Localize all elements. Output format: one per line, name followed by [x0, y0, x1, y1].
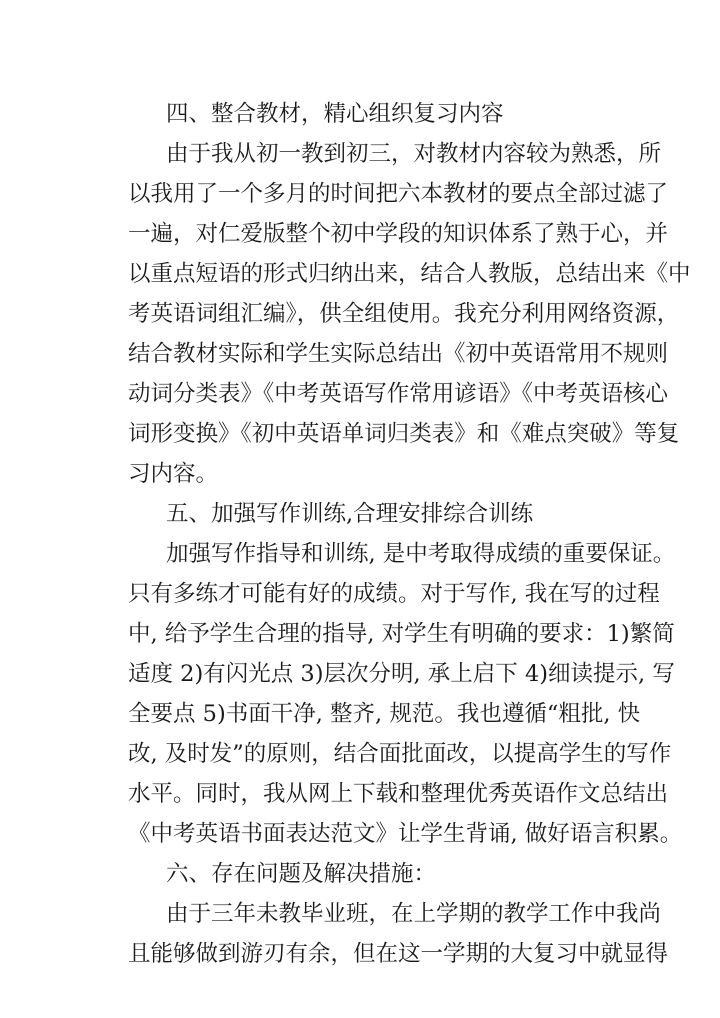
- paragraph-line: 动词分类表》《中考英语写作常用谚语》《中考英语核心: [128, 381, 669, 407]
- paragraph-line: 词形变换》《初中英语单词归类表》和《难点突破》等复: [128, 421, 680, 447]
- section-heading: 五、加强写作训练,合理安排综合训练: [166, 501, 534, 527]
- paragraph-line: 考英语词组汇编》，供全组使用。我充分利用网络资源，: [128, 301, 680, 327]
- paragraph-line: 只有多练才可能有好的成绩。对于写作, 我在写的过程: [128, 581, 660, 607]
- paragraph-line: 水平。同时，我从网上下载和整理优秀英语作文总结出: [128, 781, 669, 807]
- paragraph-line: 习内容。: [128, 461, 219, 487]
- paragraph-line: 一遍，对仁爱版整个初中学段的知识体系了熟于心，并: [128, 221, 669, 247]
- paragraph-line: 结合教材实际和学生实际总结出《初中英语常用不规则: [128, 341, 669, 367]
- paragraph-line: 且能够做到游刃有余，但在这一学期的大复习中就显得: [128, 941, 669, 967]
- paragraph-line: 适度 2)有闪光点 3)层次分明, 承上启下 4)细读提示, 写: [128, 661, 675, 687]
- paragraph-line: 以我用了一个多月的时间把六本教材的要点全部过滤了: [128, 181, 669, 207]
- paragraph-line: 《中考英语书面表达范文》让学生背诵, 做好语言积累。: [128, 821, 683, 847]
- paragraph-line: 全要点 5)书面干净, 整齐, 规范。我也遵循“粗批, 快: [128, 701, 641, 727]
- paragraph-line: 以重点短语的形式归纳出来，结合人教版，总结出来《中: [128, 261, 691, 287]
- paragraph-line: 加强写作指导和训练, 是中考取得成绩的重要保证。: [166, 541, 676, 567]
- paragraph-line: 由于我从初一教到初三，对教材内容较为熟悉，所: [166, 141, 662, 167]
- paragraph-line: 中, 给予学生合理的指导, 对学生有明确的要求：1)繁简: [128, 621, 675, 647]
- paragraph-line: 改, 及时发”的原则，结合面批面改，以提高学生的写作: [128, 741, 672, 767]
- paragraph-line: 由于三年未教毕业班，在上学期的教学工作中我尚: [166, 901, 662, 927]
- section-heading: 四、整合教材，精心组织复习内容: [166, 101, 504, 127]
- section-heading: 六、存在问题及解决措施：: [166, 861, 437, 887]
